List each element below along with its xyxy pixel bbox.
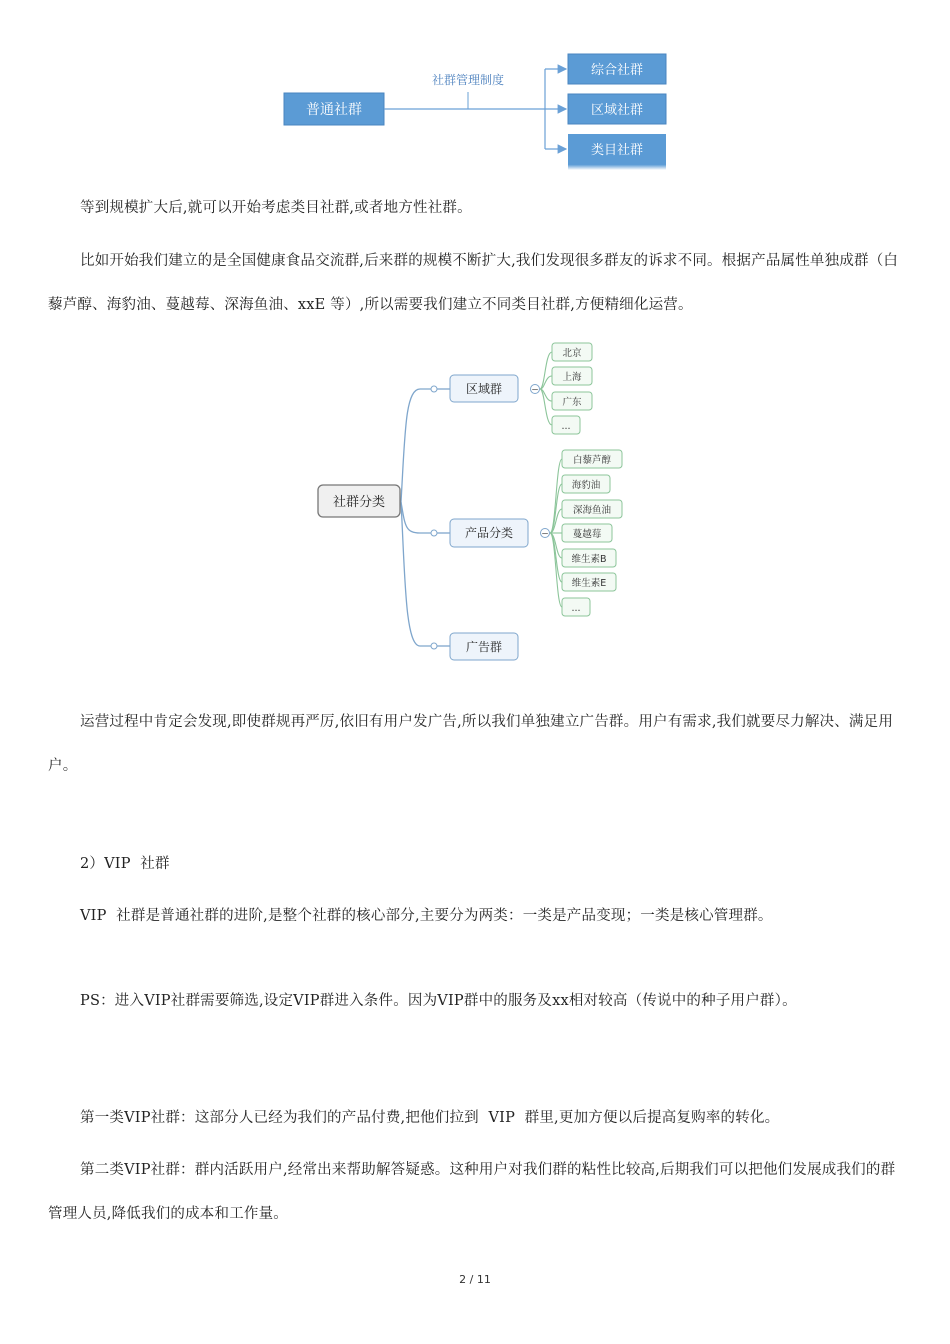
mindmap-diagram <box>0 335 950 665</box>
collapse-icon[interactable]: − <box>531 385 539 396</box>
target-label-category: 类目社群 <box>590 143 644 158</box>
section-heading: 2）VIP 社群 <box>80 856 170 872</box>
leaf-label: 白藜芦醇 <box>572 455 612 466</box>
leaf-label: 广东 <box>562 397 582 408</box>
paragraph-6: 第一类VIP社群：这部分人已经为我们的产品付费,把他们拉到 VIP 群里,更加方便以后提高复购率的转化。 <box>80 1110 780 1126</box>
branch-ad-label: 广告群 <box>465 640 503 654</box>
source-label: 普通社群 <box>306 102 362 118</box>
leaf-label: 维生素B <box>571 554 607 565</box>
paragraph-5: PS：进入VIP社群需要筛选,设定VIP群进入条件。因为VIP群中的服务及xx相对较高（传说中的种子用户群）。 <box>80 993 797 1009</box>
leaf-label: 深海鱼油 <box>572 505 612 516</box>
target-label-comprehensive: 综合社群 <box>590 63 644 78</box>
paragraph-1: 等到规模扩大后,就可以开始考虑类目社群,或者地方性社群。 <box>80 200 472 216</box>
collapse-icon[interactable]: − <box>541 529 549 540</box>
leaf-label: 维生素E <box>571 578 607 589</box>
mindmap-root-label: 社群分类 <box>332 495 386 510</box>
leaf-label: ... <box>561 421 571 432</box>
page-number: 2 / 11 <box>459 1273 491 1286</box>
leaf-label: 北京 <box>562 348 582 359</box>
branch-product-label: 产品分类 <box>464 526 514 540</box>
paragraph-4: VIP 社群是普通社群的进阶,是整个社群的核心部分,主要分为两类：一类是产品变现；一类是核心管理群。 <box>80 908 773 924</box>
leaf-label: 上海 <box>562 372 582 383</box>
edge-label: 社群管理制度 <box>431 73 505 87</box>
paragraph-7: 第二类VIP社群：群内活跃用户,经常出来帮助解答疑惑。这种用户对我们群的粘性比较高,后期我们可以把他们发展成我们的群管理人员,降低我们的成本和工作量。 <box>48 1162 896 1222</box>
leaf-label: 海豹油 <box>571 480 601 491</box>
leaf-label: 蔓越莓 <box>572 529 602 540</box>
paragraph-3: 运营过程中肯定会发现,即使群规再严厉,依旧有用户发广告,所以我们单独建立广告群。用户有需求,我们就要尽力解决、满足用户。 <box>48 714 894 774</box>
paragraph-2: 比如开始我们建立的是全国健康食品交流群,后来群的规模不断扩大,我们发现很多群友的诉求不同。根据产品属性单独成群（白藜芦醇、海豹油、蔓越莓、深海鱼油、xxE 等）,所以需要我们建立不同类目社群,方便精细化运营。 <box>48 253 899 313</box>
branch-regional-label: 区域群 <box>465 382 503 396</box>
leaf-label: ... <box>571 603 581 614</box>
target-label-regional: 区域社群 <box>590 103 644 118</box>
